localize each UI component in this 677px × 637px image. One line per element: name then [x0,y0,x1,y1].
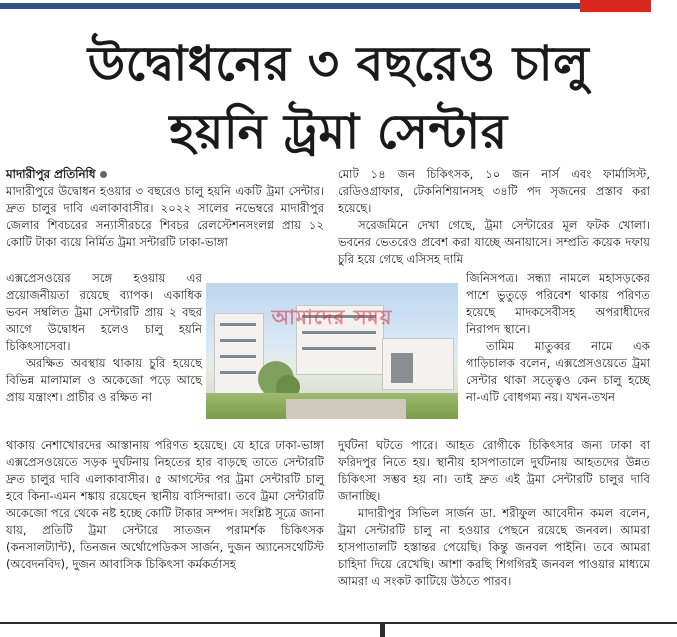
paragraph-onsite: সরেজমিনে দেখা গেছে, ট্রমা সেন্টারের মূল ফটক খোলা। ভবনের ভেতরেও প্রবেশ করা যাচ্ছে অনায়াসে। সম্প্রতি কয়েক দফায় চুরি হয়ে গেছে এসিসহ দামি [338,218,650,266]
trauma-center-photo [206,283,458,419]
article-column-left-top [6,166,324,251]
paragraph-onsite-cont: জিনিসপত্র। সন্ধ্যা নামলে মহাসড়কের পাশে ভুতুড়ে পরিবেশ থাকায় পরিণত হয়েছে মাদকসেবীসহ অপরাধীদের নিরাপদ স্থানে। [466,271,650,336]
bottom-divider-stub [380,624,385,637]
article-column-right-narrow [466,270,650,406]
paragraph-addict: থাকায় নেশাখোরদের আস্তানায় পরিণত হয়েছে। যে হারে ঢাকা-ভাঙ্গা এক্সপ্রেসওয়েতে সড়ক দুর্ঘটনায় নিহতের হার বাড়ছে তাতে সেন্টারটি দ্রুত চালুর দাবি এলাকাবাসীর। ৫ আগস্টের পর ট্রমা সেন্টারটি চালু হবে কিনা-এমন শঙ্কায় রয়েছেন স্থানীয় বাসিন্দারা। তবে ট্রমা সেন্টারটি অকেজো পরে থেকে নষ্ট হচ্ছে কোটি টাকার সম্পদ। সংশ্লিষ্ট সূত্রে জানা যায়, প্রতিটি ট্রমা সেন্টারে সাতজন পরামর্শক চিকিৎসক (কনসালট্যান্ট), তিনজন অর্থোপেডিকস সার্জন, দুজন অ্যানেসথেটিস্ট (অবেদনবিদ), দুজন আবাসিক চিকিৎসা কর্মকর্তাসহ [6,438,324,571]
byline-dot-icon [100,171,107,178]
article-column-right-bottom [338,437,650,590]
paragraph-intro-cont: এক্সপ্রেসওয়ের সঙ্গে হওয়ায় এর প্রয়োজনীয়তা রয়েছে ব্যাপক। একাধিক ভবন সম্বলিত ট্রমা সেন্টারটি প্রায় ২ বছর আগে উদ্বোধন হলেও চালু হয়নি চিকিৎসাসেবা। [6,271,202,353]
headline-line-1: উদ্বোধনের ৩ বছরেও চালু [87,36,590,92]
paragraph-accident: দুর্ঘটনা ঘটতে পারে। আহত রোগীকে চিকিৎসার জন্য ঢাকা বা ফরিদপুর নিতে হয়। স্থানীয় হাসপাতালে দুর্ঘটনায় আহতদের উন্নত চিকিৎসা সম্ভব হয় না। তাই দ্রুত এই ট্রমা সেন্টারটি চালুর দাবি জানাচ্ছি। [338,438,650,503]
paragraph-driver-quote: তামিম মাতুব্বর নামে এক গাড়িচালক বলেন, এক্সপ্রেসওয়েতে ট্রমা সেন্টার থাকা সত্ত্বেও কেন চালু হচ্ছে না-এটি বোধগম্য নয়। যখন-তখন [466,339,650,404]
article-column-left-bottom [6,437,324,573]
bottom-divider [0,622,677,624]
headline-line-2: হয়নি ট্রমা সেন্টার [169,104,508,160]
paragraph-civil-surgeon: মাদারীপুর সিভিল সার্জন ডা. শরীফুল আবেদীন কমল বলেন, ট্রমা সেন্টারটি চালু না হওয়ার পেছনে রয়েছে জনবল। আমরা হাসপাতালটি হস্তান্তর পেয়েছি। কিন্তু জনবল পাইনি। তবে আমরা চাহিদা দিয়ে রেখেছি। আশা করছি শিগগিরই জনবল পাওয়ার মাধ্যমে আমরা এ সংকট কাটিয়ে উঠতে পারব। [338,506,650,588]
article-column-right-top [338,166,650,268]
byline: মাদারীপুর প্রতিনিধি [6,167,96,181]
article-column-left-narrow [6,270,202,406]
photo-watermark: আমাদের সময় [271,305,393,329]
paragraph-posts: মোট ১৪ জন চিকিৎসক, ১০ জন নার্স এবং ফার্মাসিস্ট, রেডিওগ্রাফার, টেকনিশিয়ানসহ ৩৪টি পদ সৃজনের প্রস্তাব করা হয়েছে। [338,167,650,215]
top-accent-block [580,0,651,12]
paragraph-theft: অরক্ষিত অবস্থায় থাকায় চুরি হয়েছে বিভিন্ন মালামাল ও অকেজো পড়ে আছে প্রায় যন্ত্রাংশ। প্রাচীর ও রক্ষিত না [6,356,202,404]
paragraph-intro: মাদারীপুরে উদ্বোধন হওয়ার ৩ বছরেও চালু হয়নি একটি ট্রমা সেন্টার। দ্রুত চালুর দাবি এলাকাবাসীর। ২০২২ সালের নভেম্বরে মাদারীপুর জেলার শিবচরের সন্যাসীরচরে শিবচর রেলস্টেশনসংলগ্ন প্রায় ১২ কোটি টাকা ব্যয়ে নির্মিত ট্রমা সন্টারটি ঢাকা-ভাঙ্গা [6,184,324,249]
top-accent-bar [0,3,580,9]
